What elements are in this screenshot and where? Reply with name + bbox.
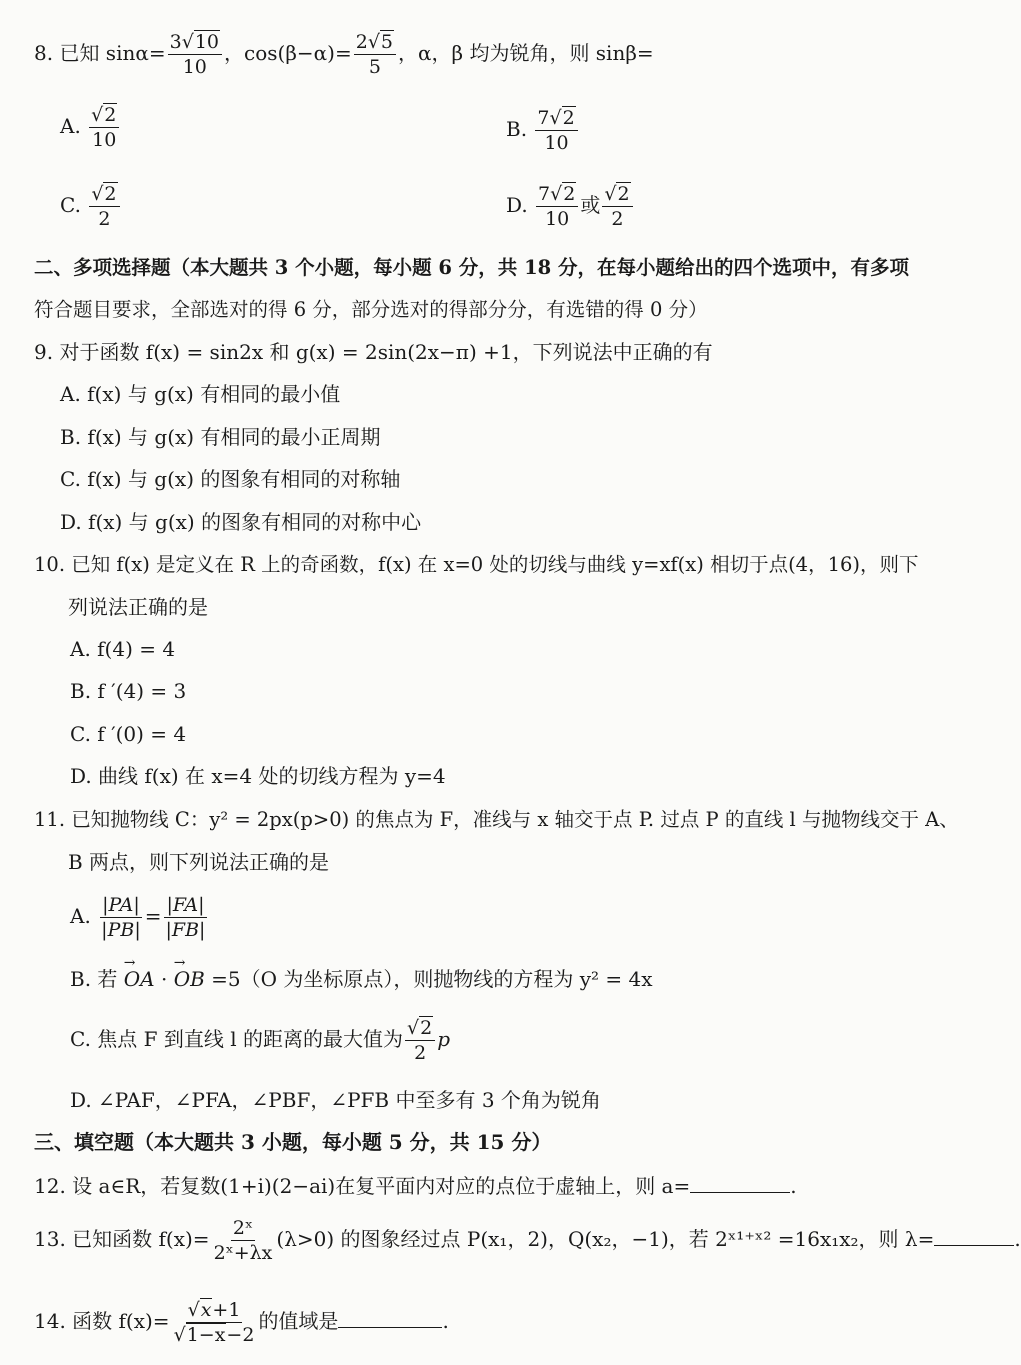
fraction — [164, 893, 208, 942]
option-label: A. — [70, 904, 91, 928]
question-11-stem-cont: B 两点，则下列说法正确的是 — [68, 850, 330, 874]
sqrt-sign: √x — [187, 1299, 212, 1321]
radicand: 2 — [617, 183, 630, 205]
option-9c: C. f(x) 与 g(x) 的图象有相同的对称轴 — [60, 467, 401, 491]
text: +1 — [212, 1299, 241, 1321]
question-14 — [34, 1298, 449, 1347]
fraction — [535, 106, 577, 155]
option-11d: D. ∠PAF，∠PFA，∠PBF，∠PFB 中至多有 3 个角为锐角 — [70, 1088, 601, 1112]
answer-blank[interactable] — [690, 1172, 790, 1193]
fraction — [89, 182, 119, 231]
fraction — [99, 893, 143, 942]
option-10b: B. f ′(4) = 3 — [70, 679, 187, 703]
denominator: 10 — [92, 129, 117, 151]
period: . — [790, 1174, 797, 1198]
text: −2 — [226, 1324, 255, 1346]
option-10c: C. f ′(0) = 4 — [70, 722, 187, 746]
numerator: |PA| — [102, 894, 140, 916]
text: 13. 已知函数 f(x)= — [34, 1227, 210, 1251]
sqrt-sign: √2 — [550, 183, 576, 205]
option-8b — [506, 106, 580, 155]
section-2-note: 符合题目要求，全部选对的得 6 分，部分选对的得部分分，有选错的得 0 分） — [34, 298, 708, 321]
denominator: 2 — [98, 208, 111, 230]
question-13 — [34, 1216, 1021, 1265]
sqrt-sign: √2 — [407, 1017, 433, 1039]
option-11a — [70, 893, 209, 942]
text: ，cos(β−α)= — [224, 41, 352, 65]
radicand: 2 — [562, 107, 575, 129]
question-12 — [34, 1172, 797, 1200]
denominator: 10 — [182, 56, 207, 78]
radicand: 10 — [194, 31, 220, 53]
question-number: 8. — [34, 41, 54, 65]
sqrt-sign: √5 — [367, 31, 394, 53]
denominator: 2 — [414, 1042, 427, 1064]
option-label: A. — [60, 114, 81, 138]
text: 已知 sinα= — [59, 41, 166, 65]
equals-sign: = — [144, 904, 162, 928]
dot-operator: · — [154, 967, 174, 991]
period: . — [1014, 1227, 1021, 1251]
variable-p: p — [437, 1027, 451, 1051]
question-10-stem-cont: 列说法正确的是 — [68, 595, 208, 619]
coef: 2 — [355, 31, 368, 53]
coef: 7 — [538, 183, 551, 205]
text: =5（O 为坐标原点），则抛物线的方程为 y² = 4x — [204, 967, 653, 991]
sqrt-sign: √10 — [181, 31, 220, 53]
sqrt-sign: √2 — [91, 104, 117, 126]
option-9a: A. f(x) 与 g(x) 有相同的最小值 — [60, 382, 341, 406]
radicand: 1−x — [186, 1324, 226, 1346]
denominator: 10 — [545, 208, 570, 230]
coef: 7 — [537, 107, 550, 129]
vector-ob: → OB — [174, 965, 205, 993]
text: B. 若 — [70, 967, 124, 991]
section-3-heading: 三、填空题（本大题共 3 小题，每小题 5 分，共 15 分） — [34, 1130, 552, 1154]
option-10a: A. f(4) = 4 — [70, 637, 176, 661]
fraction — [212, 1216, 275, 1265]
denominator: 2ˣ+λx — [213, 1242, 273, 1264]
fraction-cos — [354, 30, 396, 79]
question-11-stem: 11. 已知抛物线 C：y² = 2px(p>0) 的焦点为 F，准线与 x 轴交于点 P. 过点 P 的直线 l 与抛物线交于 A、 — [34, 808, 959, 831]
answer-blank[interactable] — [338, 1307, 442, 1328]
radicand: 2 — [104, 104, 117, 126]
option-9d: D. f(x) 与 g(x) 的图象有相同的对称中心 — [60, 510, 422, 534]
fraction-sin — [168, 30, 222, 79]
denominator: 5 — [368, 56, 381, 78]
coef: 3 — [169, 31, 182, 53]
option-8a — [60, 103, 121, 152]
sqrt-sign: √2 — [604, 183, 630, 205]
text: (λ>0) 的图象经过点 P(x₁，2)，Q(x₂，−1)，若 2ˣ¹⁺ˣ² =16x₁x₂，则 λ= — [276, 1227, 935, 1251]
text: 14. 函数 f(x)= — [34, 1309, 170, 1333]
text: 12. 设 a∈R，若复数(1+i)(2−ai)在复平面内对应的点位于虚轴上，则 a= — [34, 1174, 691, 1198]
fraction — [536, 182, 578, 231]
fraction — [89, 103, 119, 152]
radicand: 2 — [104, 183, 117, 205]
period: . — [442, 1309, 449, 1333]
question-10-stem: 10. 已知 f(x) 是定义在 R 上的奇函数，f(x) 在 x=0 处的切线与曲线 y=xf(x) 相切于点(4，16)，则下 — [34, 553, 919, 576]
section-2-heading: 二、多项选择题（本大题共 3 个小题，每小题 6 分，共 18 分，在每小题给出的四个选项中，有多项 — [34, 256, 910, 279]
option-8c — [60, 182, 122, 231]
denominator: |FB| — [165, 919, 206, 941]
text: C. 焦点 F 到直线 l 的距离的最大值为 — [70, 1027, 404, 1051]
option-11c — [70, 1016, 450, 1065]
radicand: x — [200, 1299, 212, 1321]
option-9b: B. f(x) 与 g(x) 有相同的最小正周期 — [60, 425, 381, 449]
option-8d — [506, 182, 635, 231]
fraction — [405, 1016, 435, 1065]
radicand: 5 — [380, 31, 394, 53]
answer-blank[interactable] — [934, 1225, 1014, 1246]
text: ，α，β 均为锐角，则 sinβ= — [398, 41, 654, 65]
fraction — [602, 182, 632, 231]
denominator: 10 — [544, 132, 569, 154]
fraction — [172, 1298, 257, 1347]
sqrt-sign: √1−x — [173, 1324, 226, 1346]
question-8-stem — [34, 30, 654, 79]
numerator: |FA| — [166, 894, 205, 916]
text: 的值域是 — [258, 1309, 339, 1333]
sqrt-sign: √2 — [91, 183, 117, 205]
vector-oa: → OA — [124, 965, 155, 993]
radicand: 2 — [420, 1017, 433, 1039]
or-word: 或 — [580, 193, 601, 217]
option-label: B. — [506, 117, 528, 141]
option-label: D. — [506, 193, 528, 217]
option-label: C. — [60, 193, 81, 217]
sqrt-sign: √2 — [549, 107, 575, 129]
numerator: 2ˣ — [232, 1217, 254, 1239]
option-10d: D. 曲线 f(x) 在 x=4 处的切线方程为 y=4 — [70, 764, 446, 788]
question-9-stem: 9. 对于函数 f(x) = sin2x 和 g(x) = 2sin(2x−π) +1，下列说法中正确的有 — [34, 340, 713, 364]
radicand: 2 — [563, 183, 576, 205]
denominator: 2 — [611, 208, 624, 230]
denominator: |PB| — [101, 919, 141, 941]
option-11b — [70, 965, 653, 993]
